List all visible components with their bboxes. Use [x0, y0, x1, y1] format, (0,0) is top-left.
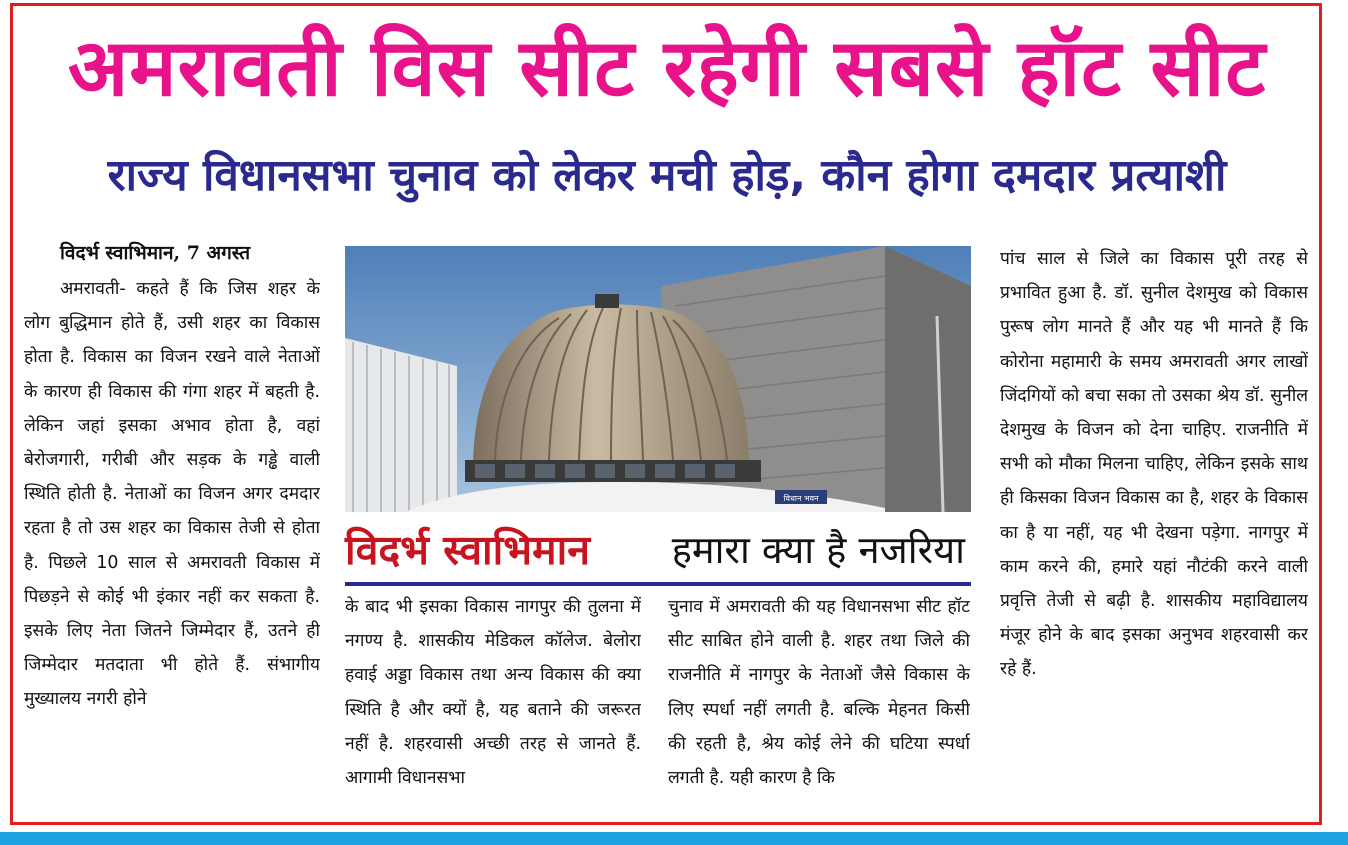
subheadline: राज्य विधानसभा चुनाव को लेकर मची होड़, कौन होगा दमदार प्रत्याशी [107, 150, 1227, 201]
article-column-2 [345, 590, 641, 826]
banner-brand: विदर्भ स्वाभिमान [345, 526, 590, 574]
assembly-building-photo [345, 246, 971, 512]
section-banner [345, 518, 971, 582]
banner-tagline: हमारा क्या है नजरिया [671, 528, 965, 572]
headline: अमरावती विस सीट रहेगी सबसे हॉट सीट [67, 22, 1267, 114]
bottom-color-bar [0, 832, 1348, 845]
column-1-text: अमरावती- कहते हैं कि जिस शहर के लोग बुद्धिमान होते हैं, उसी शहर का विकास होता है. विकास का विजन रखने वाले नेताओं के कारण ही विकास की गंगा शहर में बहती है. लेकिन जहां इसका अभाव होता है, वहां बेरोजगारी, गरीबी और सड़क के गड्ढे वाली स्थिति होती है. नेताओं का विजन अगर दमदार रहता है तो उस शहर का विकास तेजी से होता है. पिछले 10 साल से अमरावती विकास में पिछड़ने से कोई भी इंकार नहीं कर सकता है. इसके लिए नेता जितने जिम्मेदार हैं, उतने ही जिम्मेदार मतदाता भी होते हैं. संभागीय मुख्यालय नगरी होने [24, 279, 320, 710]
article-column-3 [668, 590, 970, 826]
column-3-text: चुनाव में अमरावती की यह विधानसभा सीट हॉट सीट साबित होने वाली है. शहर तथा जिले की राजनीति में नागपुर के नेताओं जैसे विकास के लिए स्पर्धा नहीं लगती है. बल्कि मेहनत किसी की रहती है, श्रेय कोई लेने की घटिया स्पर्धा लगती है. यही कारण है कि [668, 597, 970, 789]
byline: विदर्भ स्वाभिमान, 7 अगस्त [60, 242, 251, 264]
article-column-4 [1000, 242, 1308, 828]
banner-rule [345, 582, 971, 586]
column-4-text: पांच साल से जिले का विकास पूरी तरह से प्रभावित हुआ है. डॉ. सुनील देशमुख को विकास पुरूष लोग मानते हैं और यह भी मानते हैं कि कोरोना महामारी के समय अमरावती अगर लाखों जिंदगियों को बचा सका तो उसका श्रेय डॉ. सुनील देशमुख के विजन को देना चाहिए. राजनीति में सभी को मौका मिलना चाहिए, लेकिन इसके साथ ही किसका विजन विकास का है, शहर के विकास का है या नहीं, यह भी देखना पड़ेगा. नागपुर में काम करने की, हमारे यहां नौटंकी करने वाली प्रवृत्ति तेजी से बढ़ी है. शासकीय महाविद्यालय मंजूर होने के बाद इसका अनुभव शहरवासी कर रहे हैं. [1000, 249, 1308, 680]
building-sign-text: विधान भवन [783, 494, 819, 503]
article-column-1 [24, 272, 320, 824]
column-2-text: के बाद भी इसका विकास नागपुर की तुलना में नगण्य है. शासकीय मेडिकल कॉलेज. बेलोरा हवाई अड्डा विकास तथा अन्य विकास की क्या स्थिति है और क्यों है, यह बताने की जरूरत नहीं है. शहरवासी अच्छी तरह से जानते हैं. आगामी विधानसभा [345, 597, 641, 789]
